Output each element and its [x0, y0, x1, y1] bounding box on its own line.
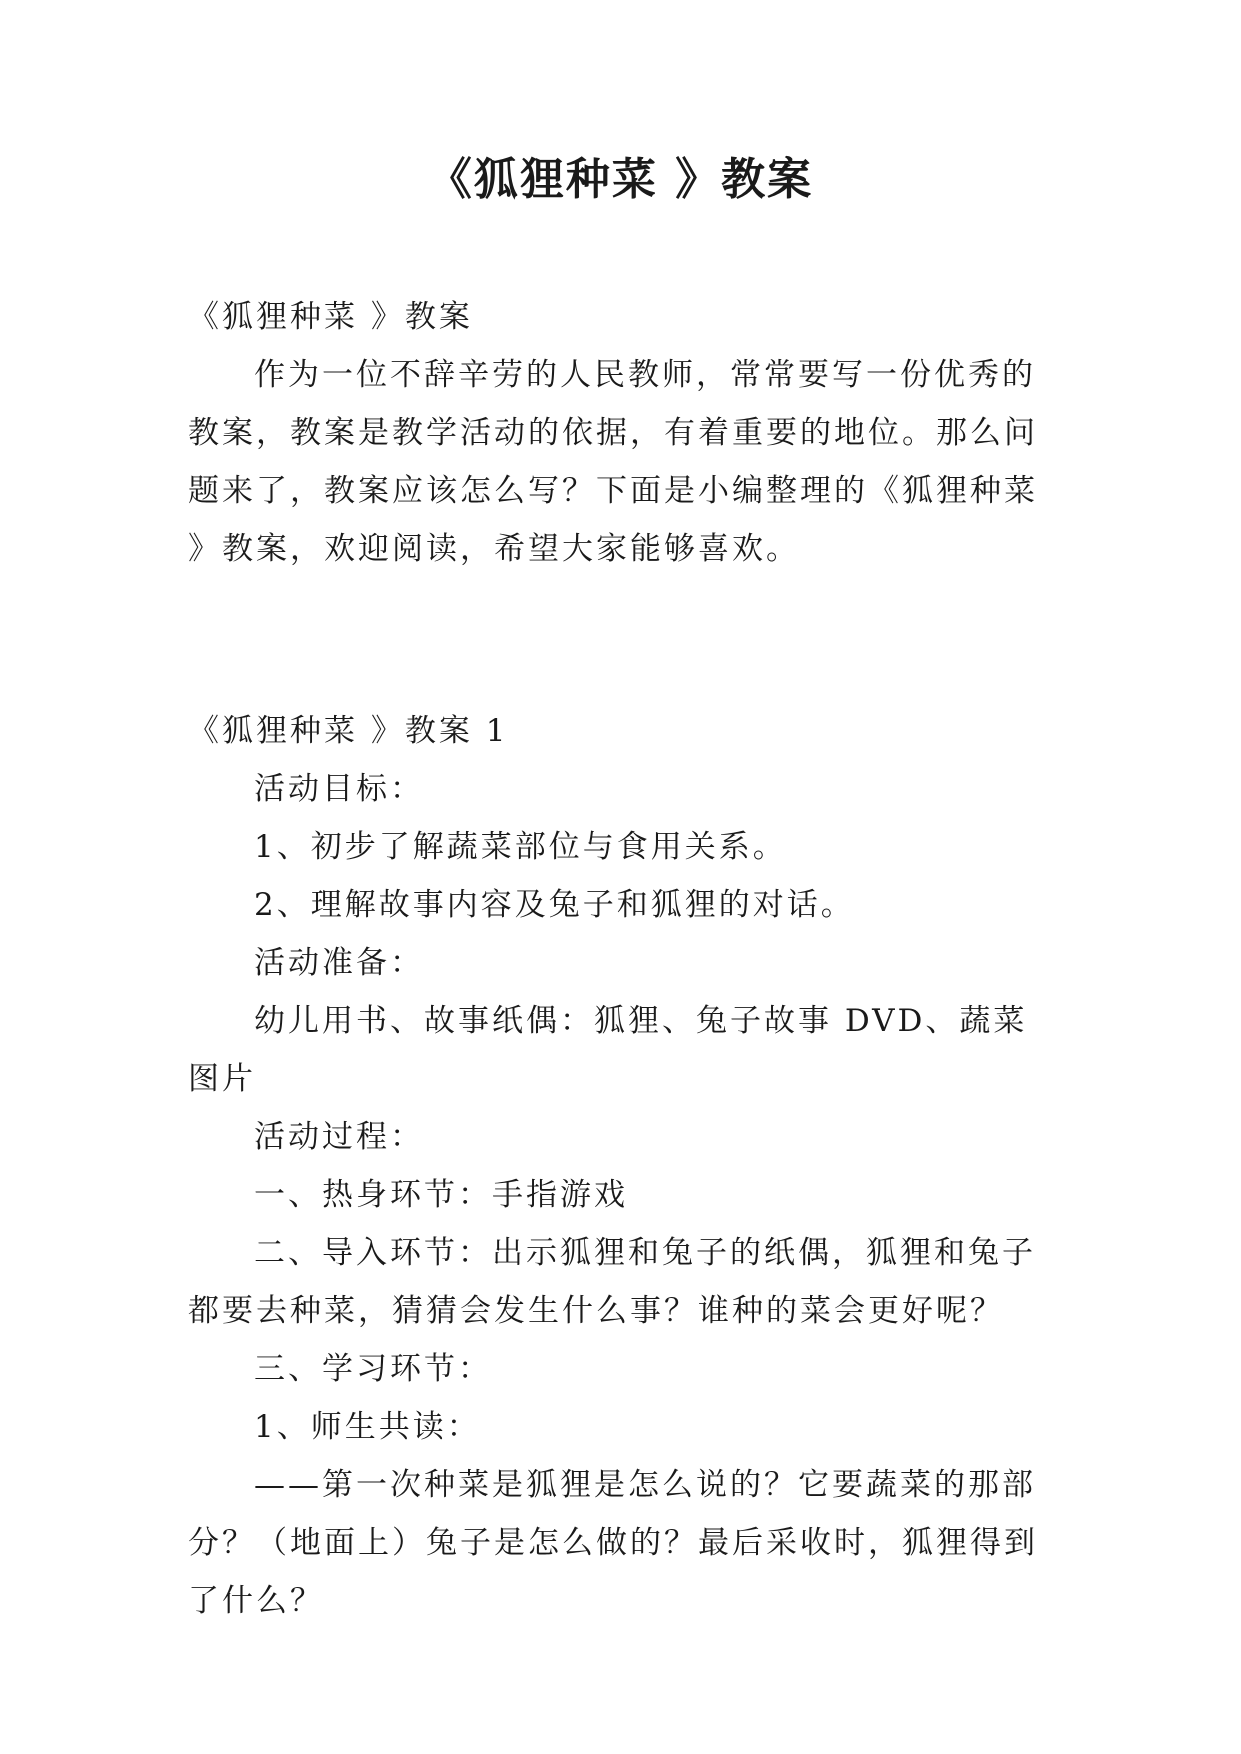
- intro-section: [188, 288, 1058, 578]
- paragraph-line: 幼儿用书、故事纸偶：狐狸、兔子故事 DVD、蔬菜图片: [188, 1003, 1028, 1097]
- intro-paragraph: 作为一位不辞辛劳的人民教师，常常要写一份优秀的教案，教案是教学活动的依据，有着重要的地位。那么问题来了，教案应该怎么写？下面是小编整理的《狐狸种菜 》教案，欢迎阅读，希望大家能够喜欢。: [188, 357, 1038, 567]
- document-title: 《狐狸种菜 》教案: [427, 154, 814, 205]
- paragraph-line: 2、理解故事内容及兔子和狐狸的对话。: [254, 887, 855, 923]
- lesson-plan-section: [188, 702, 1058, 1630]
- paragraph-line: 三、学习环节：: [254, 1351, 492, 1387]
- paragraph-line: 活动目标：: [254, 771, 424, 807]
- intro-heading: 《狐狸种菜 》教案: [188, 299, 473, 335]
- paragraph-line: 1、初步了解蔬菜部位与食用关系。: [254, 829, 787, 865]
- paragraph-line: ——第一次种菜是狐狸是怎么说的？它要蔬菜的那部分？（地面上）兔子是怎么做的？最后采收时，狐狸得到了什么？: [188, 1467, 1038, 1619]
- paragraph-line: 活动准备：: [254, 945, 424, 981]
- paragraph-line: 一、热身环节：手指游戏: [254, 1177, 628, 1213]
- paragraph-line: 1、师生共读：: [254, 1409, 481, 1445]
- paragraph-line: 二、导入环节：出示狐狸和兔子的纸偶，狐狸和兔子都要去种菜，猜猜会发生什么事？谁种的菜会更好呢？: [188, 1235, 1036, 1329]
- section-heading: 《狐狸种菜 》教案 1: [188, 713, 509, 749]
- paragraph-line: 活动过程：: [254, 1119, 424, 1155]
